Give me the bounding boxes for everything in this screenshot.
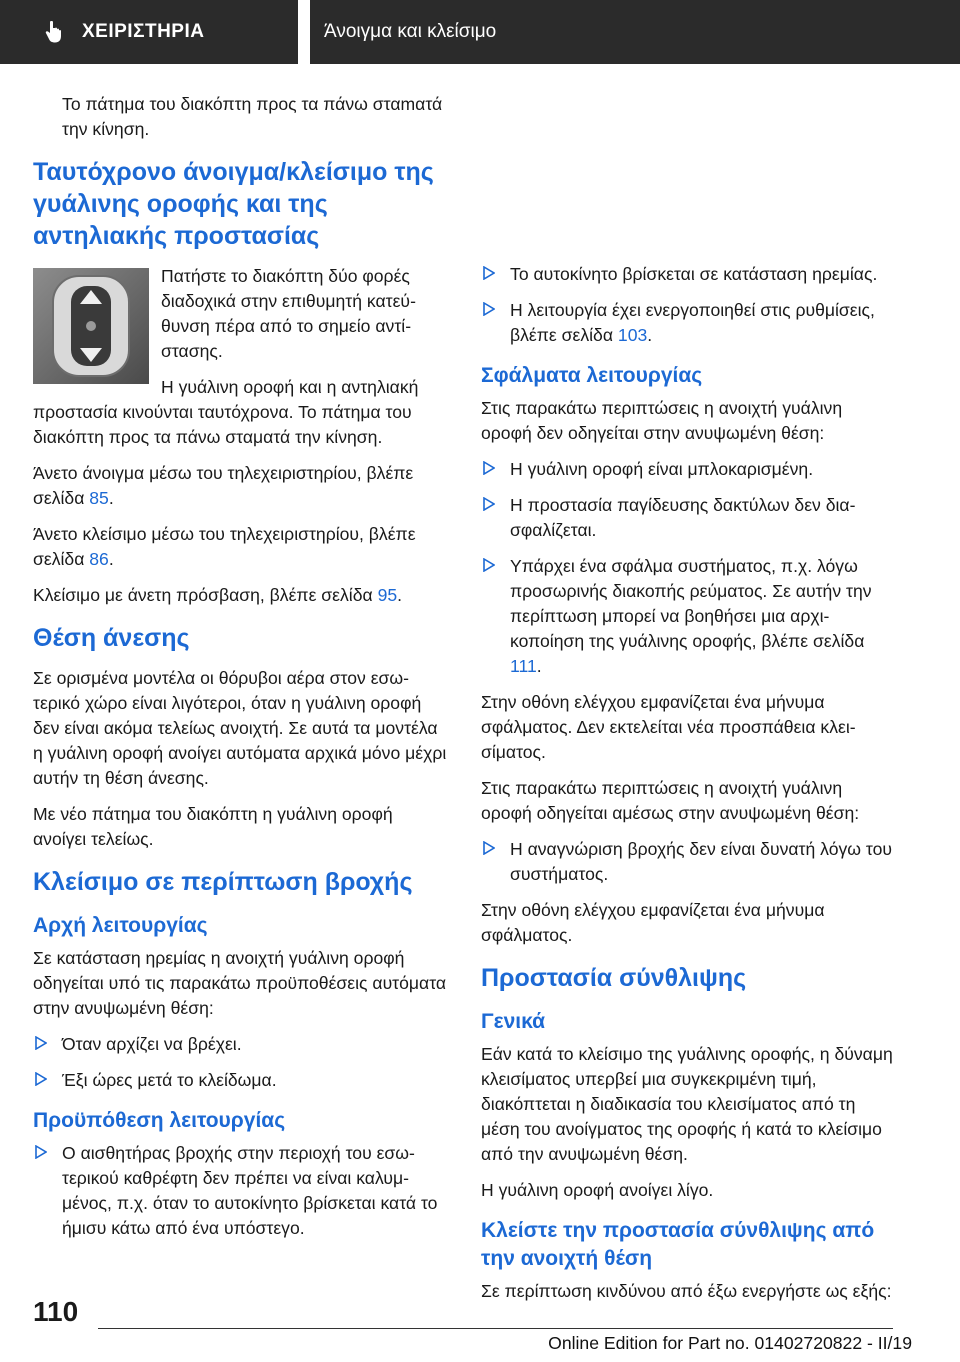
list-item: Η γυάλινη οροφή είναι μπλοκαρισμένη. (481, 457, 897, 482)
triangle-bullet-icon (483, 841, 495, 855)
heading-close-pinch: Κλείστε την προστασία σύνθλιψης από την ανοιχτή θέση (481, 1219, 875, 1270)
prerequisite-list-continued (481, 262, 897, 348)
page-number: 110 (33, 1296, 79, 1327)
remote-open-paragraph: Άνετο άνοιγμα μέσω του τηλεχειριστηρίου, βλέπε σελίδα 85. (33, 463, 414, 508)
heading-simultaneous: Ταυτόχρονο άνοιγμα/κλείσιμο της γυάλινης οροφής και της αντηλιακής προστασίας (33, 158, 434, 250)
hand-pointer-icon (42, 20, 64, 44)
heading-general: Γενικά (481, 1010, 546, 1033)
page-link-103[interactable]: 103 (617, 325, 648, 345)
list-item: Το αυτοκίνητο βρίσκεται σε κατάσταση ηρεμίας. (481, 262, 897, 287)
triangle-bullet-icon (35, 1072, 47, 1086)
footer-edition: Online Edition for Part no. 01402720822 - II/19 (548, 1333, 912, 1353)
list-item: Ο αισθητήρας βροχής στην περιοχή του εσωτερικού καθρέφτη δεν πρέπει να είναι καλυμμένος, π.χ. όταν το αυτοκίνητο βρίσκεται κατά το ήμισυ κάτω από ένα υπόστεγο. (33, 1141, 449, 1241)
general-paragraph-1: Εάν κατά το κλείσιμο της γυάλινης οροφής, η δύναμη κλεισίματος υπερβεί μια συγκεκριμένη τιμή, διακόπτεται η διαδικασία του κλεισίματος από τη μέση του ανοίγματος της οροφής ή κατά το κλείσιμο από την ανυψωμένη θέση. (481, 1044, 893, 1164)
danger-paragraph: Σε περίπτωση κινδύνου από έξω ενεργήστε ως εξής: (481, 1281, 892, 1301)
heading-principle: Αρχή λειτουργίας (33, 914, 208, 937)
intro-paragraph: Το πάτημα του διακόπτη προς τα πάνω σταmατά την κίνηση. (62, 94, 443, 139)
list-item: Υπάρχει ένα σφάλμα συστήματος, π.χ. λόγω προσωρινής διακοπής ρεύματος. Σε αυτήν την περίπτωση μπορεί να βοηθήσει μια αρχικοποίηση της γυάλινης οροφής, βλέπε σελίδα 111. (481, 554, 897, 679)
heading-function-errors: Σφάλματα λειτουργίας (481, 364, 703, 387)
list-item: Η προστασία παγίδευσης δακτύλων δεν διασφαλίζεται. (481, 493, 897, 543)
error-message-paragraph-1: Στην οθόνη ελέγχου εμφανίζεται ένα μήνυμα σφάλματος. Δεν εκτελείται νέα προσπάθεια κλεισίματος. (481, 692, 856, 762)
error-message-paragraph-2: Στην οθόνη ελέγχου εμφανίζεται ένα μήνυμα σφάλματος. (481, 900, 825, 945)
page-link-111[interactable]: 111 (510, 656, 537, 676)
prerequisite-list (33, 1141, 449, 1241)
page-header (0, 0, 960, 64)
chapter-title: Άνοιγμα και κλείσιμο (324, 21, 497, 42)
page-link-86[interactable]: 86 (89, 549, 109, 569)
list-item: Η αναγνώριση βροχής δεν είναι δυνατή λόγω του συστήματος. (481, 837, 897, 887)
triangle-bullet-icon (483, 497, 495, 511)
section-tab[interactable] (0, 0, 298, 64)
simultaneous-paragraph-1: Πατήστε το διακόπτη δύο φορές διαδοχικά στην επιθυμητή κατεύθυνση πέρα από το σημείο αντίστασης. (161, 266, 416, 361)
comfort-paragraph-2: Με νέο πάτημα του διακόπτη η γυάλινη οροφή ανοίγει τελείως. (33, 804, 393, 849)
remote-close-paragraph: Άνετο κλείσιμο μέσω του τηλεχειριστηρίου, βλέπε σελίδα 86. (33, 524, 416, 569)
comfort-paragraph-1: Σε ορισμένα μοντέλα οι θόρυβοι αέρα στον εσωτερικό χώρο είναι λιγότεροι, όταν η γυάλινη οροφή δεν είναι ακόμα τελείως ανοιχτή. Σε αυτά τα μοντέλα η γυάλινη οροφή ανοίγει αυτόματα αρχικά μόνο μέχρι αυτήν τη θέση άνεσης. (33, 668, 447, 788)
simultaneous-paragraph-2: Η γυάλινη οροφή και η αντηλιακή προστασία κινούνται ταυτόχρονα. Το πάτημα του διακόπτη προς τα πάνω σταματά την κίνηση. (33, 377, 419, 447)
comfort-access-paragraph: Κλείσιμο με άνετη πρόσβαση, βλέπε σελίδα 95. (33, 585, 403, 605)
heading-prerequisite: Προϋπόθεση λειτουργίας (33, 1109, 286, 1132)
left-column (33, 92, 449, 1252)
errors-paragraph: Στις παρακάτω περιπτώσεις η ανοιχτή γυάλινη οροφή δεν οδηγείται στην ανυψωμένη θέση: (481, 398, 843, 443)
general-paragraph-2: Η γυάλινη οροφή ανοίγει λίγο. (481, 1180, 714, 1200)
section-title: ΧΕΙΡΙΣΤΗΡΙΑ (82, 21, 205, 42)
footer-divider (98, 1328, 893, 1329)
page-link-85[interactable]: 85 (89, 488, 109, 508)
heading-comfort-position: Θέση άνεσης (33, 624, 190, 652)
direct-raise-paragraph: Στις παρακάτω περιπτώσεις η ανοιχτή γυάλινη οροφή οδηγείται αμέσως στην ανυψωμένη θέση: (481, 778, 860, 823)
page-link-95[interactable]: 95 (377, 585, 398, 605)
triangle-bullet-icon (483, 558, 495, 572)
list-item: Όταν αρχίζει να βρέχει. (33, 1032, 449, 1057)
list-item: Η λειτουργία έχει ενεργοποιηθεί στις ρυθμίσεις, βλέπε σελίδα 103. (481, 298, 897, 348)
heading-pinch-protection: Προστασία σύνθλιψης (481, 964, 747, 992)
triangle-bullet-icon (35, 1036, 47, 1050)
right-column (481, 92, 897, 1315)
principle-paragraph: Σε κατάσταση ηρεμίας η ανοιχτή γυάλινη οροφή οδηγείται υπό τις παρακάτω προϋποθέσεις αυτόματα στην ανυψωμένη θέση: (33, 948, 447, 1018)
list-item: Έξι ώρες μετά το κλείδωμα. (33, 1068, 449, 1093)
errors-list (481, 457, 897, 679)
principle-list (33, 1032, 449, 1093)
triangle-bullet-icon (483, 266, 495, 280)
roof-switch-figure (33, 268, 149, 384)
triangle-bullet-icon (35, 1145, 47, 1159)
direct-raise-list (481, 837, 897, 887)
triangle-bullet-icon (483, 302, 495, 316)
heading-rain-closing: Κλείσιμο σε περίπτωση βροχής (33, 868, 413, 896)
chapter-tab[interactable] (310, 0, 960, 64)
triangle-bullet-icon (483, 461, 495, 475)
